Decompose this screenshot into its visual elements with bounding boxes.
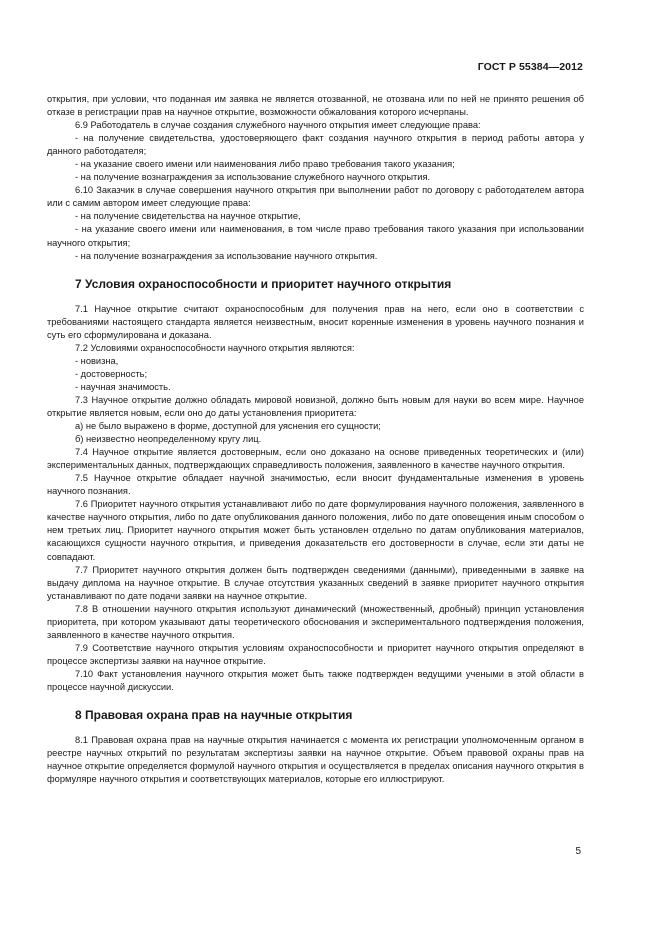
list-item: б) неизвестно неопределенному кругу лиц. (75, 434, 262, 445)
paragraph: 7.10 Факт установления научного открытия может быть также подтвержден ведущими учеными в этой области в процессе научной дискуссии. (47, 668, 584, 692)
list-item: - на указание своего имени или наименования либо право требования такого указания; (75, 159, 455, 170)
paragraph: 7.2 Условиями охраноспособности научного открытия являются: (75, 342, 355, 353)
list-item: - на указание своего имени или наименования, в том числе право требования такого указания при использовании научного открытия; (47, 224, 584, 248)
paragraph: 7.5 Научное открытие обладает научной значимостью, если вносит фундаментальные изменения в уровень научного познания. (47, 473, 584, 497)
paragraph: 6.10 Заказчик в случае совершения научного открытия при выполнении работ по договору с работодателем автора или с самим автором имеет следующие права: (47, 185, 584, 209)
paragraph: 7.6 Приоритет научного открытия устанавливают либо по дате формулирования научного положения, заявленного в качестве научного открытия, либо по дате опубликования данного положения, либо по дате оповещения иным способом о нем третьих лиц. Приоритет научного открытия может быть установлен отдельно по датам опубликования материалов, касающихся сущности научного открытия, и приведения доказательств его достоверности в случае, если эти даты не совпадают. (47, 499, 584, 562)
list-item: - на получение вознаграждения за использование научного открытия. (75, 250, 378, 261)
paragraph: 6.9 Работодатель в случае создания служебного научного открытия имеет следующие права: (75, 120, 481, 131)
list-item: - на получение вознаграждения за использование служебного научного открытия. (75, 172, 431, 183)
list-item: - научная значимость. (75, 381, 171, 392)
paragraph: 7.3 Научное открытие должно обладать мировой новизной, должно быть новым для науки во всем мире. Научное открытие является новым, если оно до даты установления приоритета: (47, 394, 584, 418)
list-item: - на получение свидетельства, удостоверяющего факт создания научного открытия в период работы автора у данного работодателя; (47, 133, 584, 157)
page-number: 5 (575, 846, 581, 857)
paragraph: 7.7 Приоритет научного открытия должен быть подтвержден сведениями (данными), приведенными в заявке на выдачу диплома на научное открытие. В случае отсутствия указанных сведений в заявке приоритет научного открытия устанавливают по дате подачи заявки на научное открытие. (47, 564, 584, 601)
standard-designation: ГОСТ Р 55384—2012 (477, 61, 583, 73)
list-item: - новизна, (75, 355, 119, 366)
paragraph: 8.1 Правовая охрана прав на научные открытия начинается с момента их регистрации уполномоченным органом в реестре научных открытий по результатам экспертизы заявки на научное открытие. Объем правовой охраны прав на научное открытие определяется формулой научного открытия и осуществляется в пределах описания научного открытия в формуляре научного открытия и соответствующих материалов, которые его иллюстрируют. (47, 735, 584, 785)
section-heading: 7 Условия охраноспособности и приоритет научного открытия (75, 276, 452, 291)
paragraph: 7.4 Научное открытие является достоверным, если оно доказано на основе приведенных теоретических и (или) экспериментальных данных, подтверждающих справедливость положения, заявленного в качестве научного открытия. (47, 447, 584, 471)
list-item: а) не было выражено в форме, доступной для уяснения его сущности; (75, 421, 381, 432)
paragraph: 7.9 Соответствие научного открытия условиям охраноспособности и приоритет научного открытия определяют в процессе экспертизы заявки на научное открытие. (47, 642, 584, 666)
list-item: - достоверность; (75, 368, 148, 379)
paragraph: открытия, при условии, что поданная им заявка не является отозванной, не отозвана или по ней не принято решения об отказе в регистрации прав на научное открытие, возможности обжалования которого исчерпаны. (47, 94, 584, 118)
paragraph: 7.1 Научное открытие считают охраноспособным для получения прав на него, если оно в соответствии с требованиями настоящего стандарта является неизвестным, вносит коренные изменения в уровень научного познания и суть его сформулирована и доказана. (47, 303, 584, 340)
list-item: - на получение свидетельства на научное открытие, (75, 211, 301, 222)
section-heading: 8 Правовая охрана прав на научные открытия (75, 708, 353, 723)
document-body (47, 93, 584, 786)
paragraph: 7.8 В отношении научного открытия используют динамический (множественный, дробный) принцип установления приоритета, при котором указывают даты теоретического обоснования и экспериментального подтверждения положения, заявленного в качестве научного открытия. (47, 603, 584, 640)
